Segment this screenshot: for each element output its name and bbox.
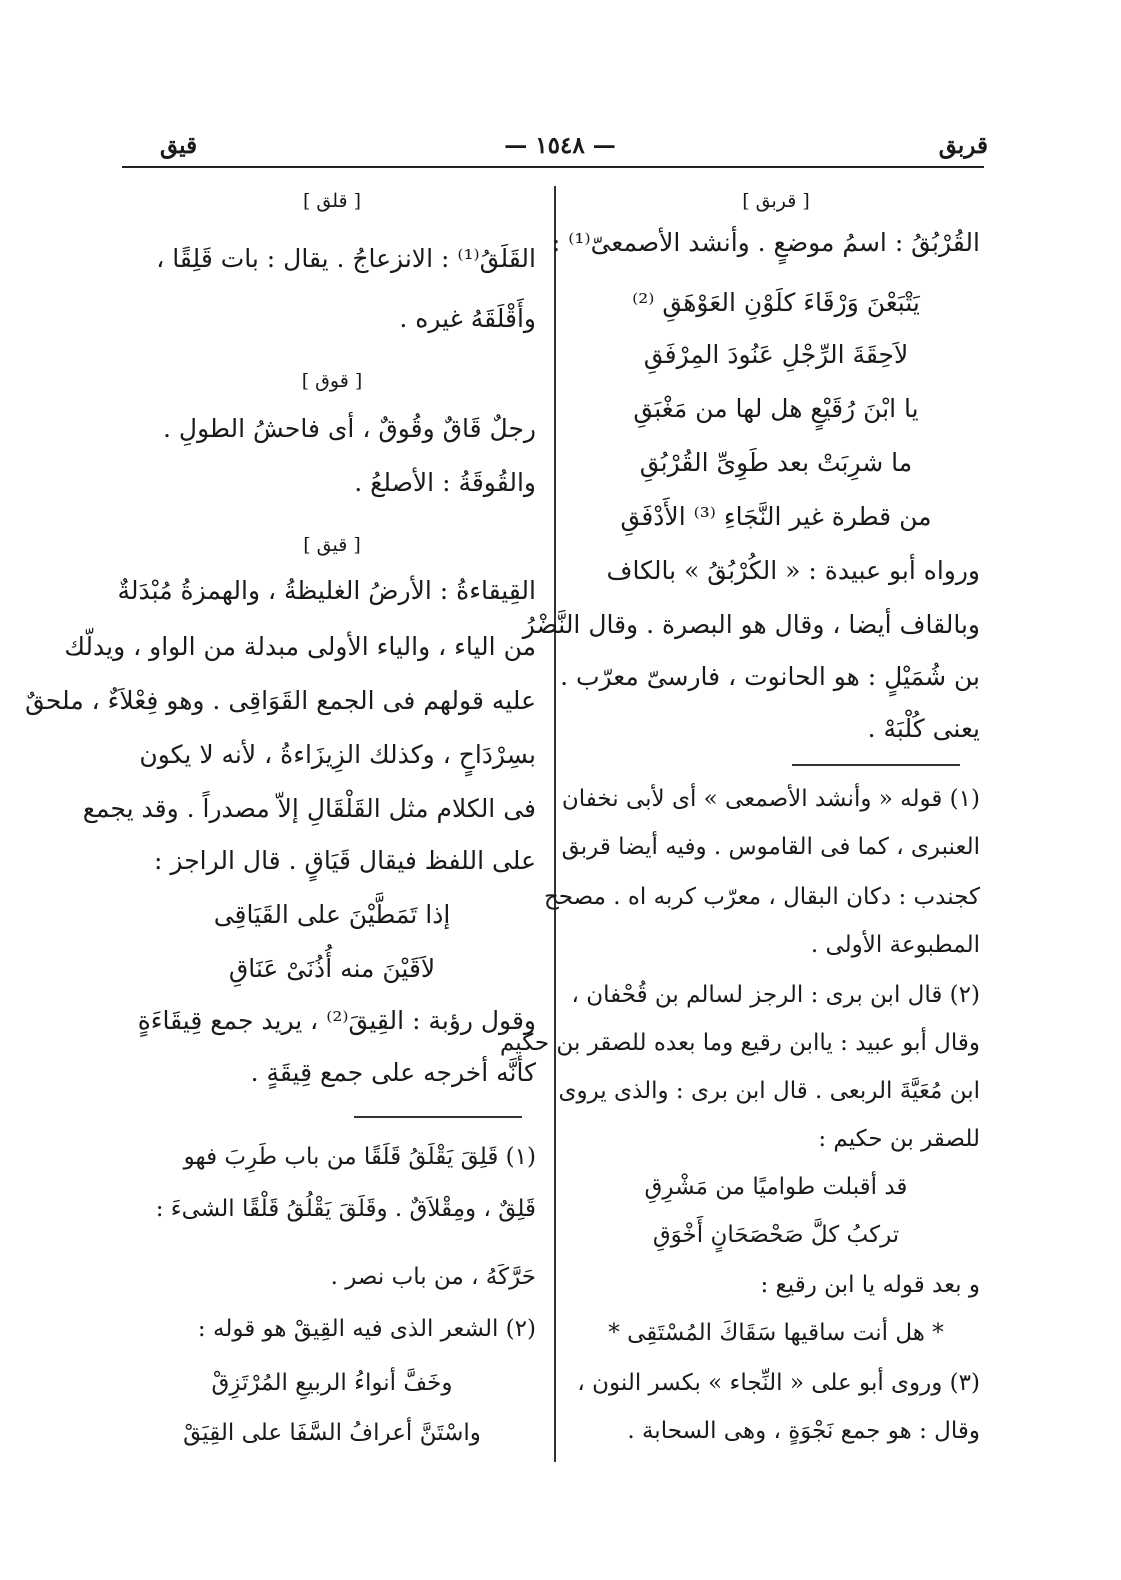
headword-quq: [ قوق ] <box>301 370 363 392</box>
headword-qurbuq: [ قربق ] <box>742 190 810 212</box>
text-line: وبالقاف أيضا ، وقال هو البصرة . وقال النَّضْرُ <box>522 610 980 639</box>
text-line: والقُوقَةُ : الأصلعُ . <box>354 468 536 497</box>
text-line: بسِرْدَاحٍ ، وكذلك الزِيزَاءةُ ، لأنه لا يكون <box>139 740 536 769</box>
text-line: وأَقْلَقَهُ غيره . <box>399 304 536 333</box>
footnote-line: المطبوعة الأولى . <box>810 932 980 958</box>
text-line: فى الكلام مثل القَلْقَالِ إلاّ مصدراً . وقد يجمع <box>82 794 536 823</box>
text-line: القُرْبُقُ : اسمُ موضعٍ . وأنشد الأصمعىّ⁽¹⁾ : <box>551 228 980 257</box>
footnote-line: قَلِقٌ ، ومِقْلاَقٌ . وقَلَقَ يَقْلُقُ قَلْقًا الشىءَ : <box>155 1196 536 1222</box>
footnote-line: كجندب : دكان البقال ، معرّب كربه اه . مصحح <box>543 884 980 910</box>
footnote-line: (٢) الشعر الذى فيه القِيقْ هو قوله : <box>197 1316 536 1342</box>
running-head-left: قيق <box>160 132 198 159</box>
text-line: على اللفظ فيقال قَيَاقٍ . قال الراجز : <box>154 846 536 875</box>
footnote-line: للصقر بن حكيم : <box>818 1126 980 1152</box>
footnote-line: و بعد قوله يا ابن رقيع : <box>760 1272 980 1298</box>
footnote-rule <box>354 1116 522 1118</box>
verse-line: لاَحِقَةَ الرِّجْلِ عَنُودَ المِرْفَقِ <box>643 340 909 369</box>
verse-line: يا ابْنَ رُقَيْعٍ هل لها من مَغْبَقِ <box>633 394 919 423</box>
verse-line: لاَقَيْنَ منه أُذُنَىْ عَنَاقِ <box>228 954 436 983</box>
headword-qalaq: [ قلق ] <box>302 190 362 212</box>
left-column <box>25 0 536 1500</box>
footnote-line: (١) قوله « وأنشد الأصمعى » أى لأبى نخفان <box>561 786 980 812</box>
text-line: وقول رؤبة : القِيقَ⁽²⁾ ، يريد جمع قِيقَاءَةٍ <box>137 1006 536 1035</box>
footnote-verse: تركبُ كلَّ صَحْصَحَانٍ أَخْوَقِ <box>652 1222 900 1248</box>
text-line: كأنَّه أخرجه على جمع قِيقَةٍ . <box>250 1058 536 1087</box>
running-head-right: قربق <box>938 132 988 159</box>
text-line: عليه قولهم فى الجمع القَوَاقِى . وهو فِعْلاَءٌ ، ملحقٌ <box>25 686 536 715</box>
footnote-line: (٣) وروى أبو على « النِّجاء » بكسر النون ، <box>577 1370 980 1396</box>
footnote-verse: وخَفَّ أنواءُ الربيعِ المُرْتَزِقْ <box>211 1370 453 1396</box>
text-line: بن شُمَيْلٍ : هو الحانوت ، فارسىّ معرّب . <box>560 662 980 691</box>
headword-qiq: [ قيق ] <box>303 534 361 556</box>
text-line: ورواه أبو عبيدة : « الكُرْبُقُ » بالكاف <box>606 556 980 585</box>
footnote-rule <box>792 764 960 766</box>
verse-line: من قطرة غير النَّجَاءِ ⁽³⁾ الأَدْفَقِ <box>620 502 932 531</box>
footnote-line: وقال أبو عبيد : ياابن رقيع وما بعده للصقر بن حكيم <box>499 1030 980 1056</box>
footnote-line: (١) قَلِقَ يَقْلَقُ قَلَقًا من باب طَرِبَ فهو <box>183 1144 536 1170</box>
column-separator <box>554 186 556 1462</box>
footnote-line: (٢) قال ابن برى : الرجز لسالم بن قُحْفان ، <box>571 982 980 1008</box>
verse-line: ما شرِبَتْ بعد طَوِىِّ القُرْبُقِ <box>639 448 913 477</box>
text-line: يعنى كُلْبَهْ . <box>867 714 980 743</box>
text-line: القِيقاءةُ : الأرضُ الغليظةُ ، والهمزةُ مُبْدَلةٌ <box>117 576 536 605</box>
page-number: — ١٥٤٨ — <box>504 132 616 159</box>
footnote-line: حَرَّكَهُ ، من باب نصر . <box>330 1264 536 1290</box>
footnote-line: ابن مُعَيَّةَ الربعى . قال ابن برى : والذى يروى <box>558 1078 980 1104</box>
verse-line: إذا تَمَطَّيْنَ على القَيَاقِى <box>213 900 451 929</box>
verse-line: يَتْبَعْنَ وَرْقَاءَ كلَوْنِ العَوْهَقِ ⁽²⁾ <box>632 288 920 317</box>
footnote-verse: * هل أنت ساقيها سَقَاكَ المُسْتَقِى * <box>608 1320 944 1346</box>
text-line: رجلٌ قَاقٌ وقُوقٌ ، أى فاحشُ الطولِ . <box>163 414 536 443</box>
footnote-verse: قد أقبلت طواميًا من مَشْرِقِ <box>644 1174 908 1200</box>
text-line: القَلَقُ⁽¹⁾ : الانزعاجُ . يقال : بات قَلِقًا ، <box>156 244 536 273</box>
text-line: من الياء ، والياء الأولى مبدلة من الواو ، ويدلّك <box>64 632 536 661</box>
footnote-verse: واسْتَنَّ أعرافُ السَّفَا على القِيَقْ <box>183 1420 481 1446</box>
footnote-line: العنبرى ، كما فى القاموس . وفيه أيضا قربق <box>561 834 980 860</box>
footnote-line: وقال : هو جمع نَجْوَةٍ ، وهى السحابة . <box>627 1418 980 1444</box>
